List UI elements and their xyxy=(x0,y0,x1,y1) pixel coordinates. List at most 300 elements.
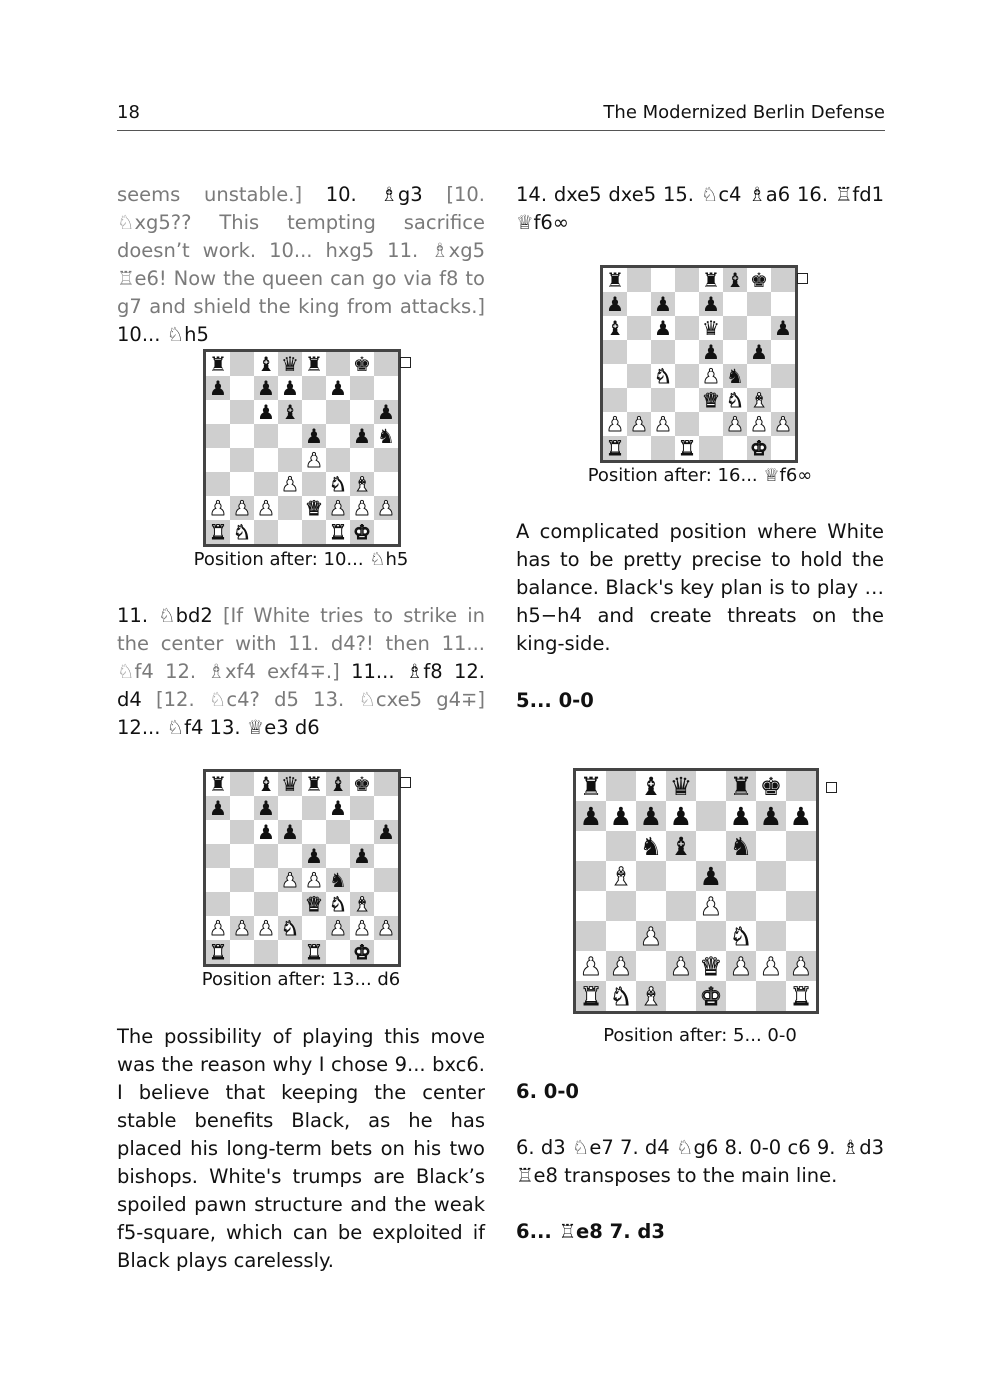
board-square xyxy=(723,412,747,436)
black-king-icon: ♚ xyxy=(353,352,371,376)
board-square xyxy=(606,831,636,861)
black-rook-icon: ♜ xyxy=(702,268,720,292)
board-square xyxy=(636,921,666,951)
white-pawn-icon: ♟ xyxy=(377,496,395,520)
board-square xyxy=(302,868,326,892)
black-rook-icon: ♜ xyxy=(729,771,753,801)
board-square xyxy=(699,412,723,436)
black-pawn-icon: ♟ xyxy=(377,400,395,424)
board-square xyxy=(326,376,350,400)
board-square xyxy=(254,796,278,820)
black-pawn-icon: ♟ xyxy=(257,400,275,424)
board-square xyxy=(606,801,636,831)
black-pawn-icon: ♟ xyxy=(729,801,753,831)
board-square xyxy=(278,520,302,544)
board-square xyxy=(576,951,606,981)
black-pawn-icon: ♟ xyxy=(750,340,768,364)
board-square xyxy=(696,771,726,801)
board-square xyxy=(350,892,374,916)
white-pawn-icon: ♟ xyxy=(606,412,624,436)
board-square xyxy=(786,771,816,801)
board-square xyxy=(603,412,627,436)
board-square xyxy=(603,316,627,340)
board-square xyxy=(230,844,254,868)
diagram-caption-3: Position after: 16... ♕f6∞ xyxy=(587,465,813,486)
board-square xyxy=(350,844,374,868)
board-square xyxy=(726,891,756,921)
board-square xyxy=(350,820,374,844)
board-square xyxy=(675,388,699,412)
board-square xyxy=(302,496,326,520)
board-square xyxy=(606,921,636,951)
page-header xyxy=(117,98,885,131)
white-pawn-icon: ♟ xyxy=(257,916,275,940)
board-square xyxy=(726,801,756,831)
board-square xyxy=(326,400,350,424)
board-square xyxy=(302,796,326,820)
board-square xyxy=(627,268,651,292)
board-square xyxy=(726,831,756,861)
board-square xyxy=(636,951,666,981)
board-square xyxy=(254,352,278,376)
black-pawn-icon: ♟ xyxy=(702,340,720,364)
board-square xyxy=(723,364,747,388)
board-square xyxy=(606,951,636,981)
black-pawn-icon: ♟ xyxy=(209,376,227,400)
white-rook-icon: ♜ xyxy=(329,520,347,544)
board-square xyxy=(771,340,795,364)
white-pawn-icon: ♟ xyxy=(699,891,723,921)
white-bishop-icon: ♝ xyxy=(750,388,768,412)
board-square xyxy=(675,340,699,364)
board-square xyxy=(374,424,398,448)
board-after-10-nh5 xyxy=(203,349,401,547)
left-paragraph-3: The possibility of playing this move was the reason why I chose 9... bxc6. I believe that keeping the center stable benefits Black, as he has placed his long-term bets on his two bishops. White's trumps are Black’s spoiled pawn structure and the weak f5-square, which can be exploited if Black plays carelessly. xyxy=(117,1025,485,1272)
board-square xyxy=(230,448,254,472)
white-pawn-icon: ♟ xyxy=(669,951,693,981)
black-queen-icon: ♛ xyxy=(281,772,299,796)
board-square xyxy=(374,940,398,964)
board-square xyxy=(771,268,795,292)
board-square xyxy=(747,268,771,292)
board-square xyxy=(206,520,230,544)
board-square xyxy=(230,496,254,520)
board-square xyxy=(666,951,696,981)
board-square xyxy=(636,831,666,861)
black-pawn-icon: ♟ xyxy=(281,376,299,400)
board-square xyxy=(675,292,699,316)
board-square xyxy=(302,400,326,424)
white-pawn-icon: ♟ xyxy=(305,448,323,472)
black-knight-icon: ♞ xyxy=(726,364,744,388)
white-pawn-icon: ♟ xyxy=(750,412,768,436)
board-square xyxy=(254,940,278,964)
board-square xyxy=(726,921,756,951)
board-square xyxy=(666,771,696,801)
board-square xyxy=(627,412,651,436)
board-square xyxy=(756,981,786,1011)
board-square xyxy=(302,472,326,496)
board-square xyxy=(696,921,726,951)
white-rook-icon: ♜ xyxy=(209,520,227,544)
left-paragraph-1: seems unstable.] 10. ♗g3 [10. ♘xg5?? This tempting sacrifice doesn’t work. 10... hxg5 11. ♗xg5 ♖e6! Now the queen can go via f8 to g7 and shield the king from attacks.] 10... ♘h5 xyxy=(117,183,486,346)
board-square xyxy=(771,436,795,460)
black-bishop-icon: ♝ xyxy=(639,771,663,801)
board-square xyxy=(206,472,230,496)
board-square xyxy=(302,940,326,964)
diagram-caption-4: Position after: 5... 0-0 xyxy=(603,1025,797,1046)
black-bishop-icon: ♝ xyxy=(281,400,299,424)
white-pawn-icon: ♟ xyxy=(654,412,672,436)
board-square xyxy=(350,772,374,796)
board-square xyxy=(254,448,278,472)
board-square xyxy=(651,364,675,388)
board-square xyxy=(675,268,699,292)
board-square xyxy=(699,340,723,364)
black-pawn-icon: ♟ xyxy=(305,844,323,868)
board-square xyxy=(651,292,675,316)
board-square xyxy=(603,292,627,316)
white-bishop-icon: ♝ xyxy=(353,892,371,916)
black-bishop-icon: ♝ xyxy=(257,772,275,796)
board-square xyxy=(771,316,795,340)
board-square xyxy=(206,940,230,964)
board-square xyxy=(278,868,302,892)
board-square xyxy=(723,268,747,292)
board-square xyxy=(576,831,606,861)
white-knight-icon: ♞ xyxy=(281,916,299,940)
black-bishop-icon: ♝ xyxy=(329,772,347,796)
black-rook-icon: ♜ xyxy=(305,352,323,376)
board-square xyxy=(756,801,786,831)
board-square xyxy=(756,771,786,801)
white-pawn-icon: ♟ xyxy=(281,472,299,496)
board-square xyxy=(636,771,666,801)
board-square xyxy=(230,520,254,544)
board-square xyxy=(771,364,795,388)
black-queen-icon: ♛ xyxy=(281,352,299,376)
board-square xyxy=(723,292,747,316)
board-square xyxy=(651,268,675,292)
board-square xyxy=(302,448,326,472)
board-square xyxy=(278,772,302,796)
board-square xyxy=(699,436,723,460)
board-square xyxy=(302,844,326,868)
black-pawn-icon: ♟ xyxy=(281,820,299,844)
board-square xyxy=(696,981,726,1011)
board-square xyxy=(302,820,326,844)
white-knight-icon: ♞ xyxy=(329,472,347,496)
board-square xyxy=(278,496,302,520)
white-queen-icon: ♛ xyxy=(699,951,723,981)
board-square xyxy=(230,376,254,400)
board-square xyxy=(350,448,374,472)
board-square xyxy=(350,940,374,964)
board-square xyxy=(666,981,696,1011)
board-square xyxy=(696,831,726,861)
diagram-caption-2: Position after: 13... d6 xyxy=(201,969,401,990)
board-square xyxy=(302,352,326,376)
black-pawn-icon: ♟ xyxy=(377,820,395,844)
black-pawn-icon: ♟ xyxy=(329,796,347,820)
black-rook-icon: ♜ xyxy=(579,771,603,801)
board-square xyxy=(747,388,771,412)
board-square xyxy=(278,820,302,844)
board-square xyxy=(326,472,350,496)
board-square xyxy=(756,831,786,861)
black-pawn-icon: ♟ xyxy=(789,801,813,831)
board-square xyxy=(302,424,326,448)
black-rook-icon: ♜ xyxy=(209,772,227,796)
board-square xyxy=(786,831,816,861)
board-square xyxy=(374,916,398,940)
black-queen-icon: ♛ xyxy=(669,771,693,801)
board-square xyxy=(675,436,699,460)
board-square xyxy=(278,400,302,424)
black-pawn-icon: ♟ xyxy=(353,424,371,448)
board-square xyxy=(723,436,747,460)
white-pawn-icon: ♟ xyxy=(257,496,275,520)
board-after-13-d6 xyxy=(203,769,401,967)
board-square xyxy=(326,868,350,892)
board-square xyxy=(278,448,302,472)
white-pawn-icon: ♟ xyxy=(233,496,251,520)
board-square xyxy=(675,412,699,436)
white-pawn-icon: ♟ xyxy=(759,951,783,981)
board-square xyxy=(374,796,398,820)
white-king-icon: ♚ xyxy=(750,436,768,460)
board-square xyxy=(254,868,278,892)
board-square xyxy=(302,916,326,940)
diagram-caption-1: Position after: 10... ♘h5 xyxy=(193,549,409,570)
board-square xyxy=(374,376,398,400)
black-pawn-icon: ♟ xyxy=(257,376,275,400)
board-square xyxy=(603,436,627,460)
board-square xyxy=(254,844,278,868)
board-square xyxy=(230,820,254,844)
side-to-move-icon xyxy=(826,782,837,793)
board-square xyxy=(627,316,651,340)
board-square xyxy=(206,796,230,820)
white-pawn-icon: ♟ xyxy=(377,916,395,940)
side-to-move-icon xyxy=(400,357,411,368)
board-square xyxy=(254,820,278,844)
white-pawn-icon: ♟ xyxy=(729,951,753,981)
board-square xyxy=(723,388,747,412)
board-square xyxy=(603,340,627,364)
white-queen-icon: ♛ xyxy=(305,496,323,520)
board-square xyxy=(326,892,350,916)
board-square xyxy=(374,472,398,496)
black-pawn-icon: ♟ xyxy=(353,844,371,868)
board-square xyxy=(606,981,636,1011)
board-square xyxy=(326,796,350,820)
board-square xyxy=(696,801,726,831)
board-square xyxy=(576,801,606,831)
black-king-icon: ♚ xyxy=(353,772,371,796)
board-square xyxy=(786,981,816,1011)
white-king-icon: ♚ xyxy=(353,520,371,544)
board-square xyxy=(747,340,771,364)
board-square xyxy=(786,951,816,981)
black-rook-icon: ♜ xyxy=(305,772,323,796)
black-knight-icon: ♞ xyxy=(639,831,663,861)
board-square xyxy=(723,316,747,340)
board-square xyxy=(350,868,374,892)
board-square xyxy=(302,520,326,544)
board-square xyxy=(699,388,723,412)
board-square xyxy=(726,981,756,1011)
board-square xyxy=(326,424,350,448)
white-queen-icon: ♛ xyxy=(702,388,720,412)
white-rook-icon: ♜ xyxy=(305,940,323,964)
board-square xyxy=(254,520,278,544)
black-pawn-icon: ♟ xyxy=(609,801,633,831)
board-square xyxy=(771,388,795,412)
board-square xyxy=(278,472,302,496)
board-square xyxy=(278,424,302,448)
board-square xyxy=(326,520,350,544)
board-square xyxy=(206,844,230,868)
black-bishop-icon: ♝ xyxy=(606,316,624,340)
move-heading-1: 5... 0-0 xyxy=(516,689,594,712)
board-square xyxy=(230,352,254,376)
board-square xyxy=(326,940,350,964)
board-square xyxy=(230,892,254,916)
board-square xyxy=(278,352,302,376)
board-square xyxy=(230,796,254,820)
board-square xyxy=(747,292,771,316)
board-square xyxy=(206,424,230,448)
board-square xyxy=(254,400,278,424)
board-square xyxy=(675,364,699,388)
board-square xyxy=(666,861,696,891)
board-square xyxy=(651,412,675,436)
board-square xyxy=(786,891,816,921)
board-square xyxy=(230,772,254,796)
move-heading-3: 6... ♖e8 7. d3 xyxy=(516,1220,665,1243)
board-square xyxy=(603,364,627,388)
board-square xyxy=(627,340,651,364)
board-after-16-qf6 xyxy=(600,265,798,463)
board-square xyxy=(350,424,374,448)
white-pawn-icon: ♟ xyxy=(209,916,227,940)
black-knight-icon: ♞ xyxy=(329,868,347,892)
board-square xyxy=(675,316,699,340)
board-square xyxy=(326,772,350,796)
move-heading-2: 6. 0-0 xyxy=(516,1080,579,1103)
board-square xyxy=(756,951,786,981)
board-square xyxy=(786,801,816,831)
white-pawn-icon: ♟ xyxy=(305,868,323,892)
white-pawn-icon: ♟ xyxy=(353,916,371,940)
white-bishop-icon: ♝ xyxy=(609,861,633,891)
side-to-move-icon xyxy=(400,777,411,788)
white-king-icon: ♚ xyxy=(699,981,723,1011)
board-square xyxy=(374,400,398,424)
right-paragraph-1: 14. dxe5 dxe5 15. ♘c4 ♗a6 16. ♖fd1 ♕f6∞ xyxy=(516,183,884,234)
board-square xyxy=(326,496,350,520)
board-square xyxy=(350,400,374,424)
white-pawn-icon: ♟ xyxy=(329,496,347,520)
board-square xyxy=(771,412,795,436)
board-square xyxy=(254,376,278,400)
board-square xyxy=(699,292,723,316)
black-pawn-icon: ♟ xyxy=(639,801,663,831)
board-square xyxy=(627,388,651,412)
black-pawn-icon: ♟ xyxy=(579,801,603,831)
board-square xyxy=(747,436,771,460)
black-pawn-icon: ♟ xyxy=(669,801,693,831)
black-pawn-icon: ♟ xyxy=(305,424,323,448)
board-square xyxy=(696,951,726,981)
board-square xyxy=(350,520,374,544)
black-bishop-icon: ♝ xyxy=(669,831,693,861)
board-square xyxy=(747,412,771,436)
board-square xyxy=(206,892,230,916)
board-square xyxy=(651,436,675,460)
black-bishop-icon: ♝ xyxy=(726,268,744,292)
board-square xyxy=(254,472,278,496)
board-square xyxy=(278,892,302,916)
board-square xyxy=(230,472,254,496)
board-square xyxy=(206,496,230,520)
board-square xyxy=(696,861,726,891)
board-square xyxy=(696,891,726,921)
board-square xyxy=(374,772,398,796)
board-square xyxy=(206,820,230,844)
white-bishop-icon: ♝ xyxy=(639,981,663,1011)
black-knight-icon: ♞ xyxy=(377,424,395,448)
white-rook-icon: ♜ xyxy=(789,981,813,1011)
board-square xyxy=(350,376,374,400)
white-knight-icon: ♞ xyxy=(329,892,347,916)
left-paragraph-2: 11. ♘bd2 [If White tries to strike in the center with 11. d4?! then 11... ♘f4 12. ♗xf4 exf4∓.] 11... ♗f8 12. d4 [12. ♘c4? d5 13. ♘cxe5 g4∓] 12... ♘f4 13. ♕e3 d6 xyxy=(117,604,485,739)
board-square xyxy=(374,352,398,376)
running-title: The Modernized Berlin Defense xyxy=(603,102,885,123)
board-square xyxy=(350,916,374,940)
board-square xyxy=(206,868,230,892)
board-square xyxy=(699,364,723,388)
board-square xyxy=(254,496,278,520)
white-pawn-icon: ♟ xyxy=(774,412,792,436)
board-square xyxy=(230,424,254,448)
board-square xyxy=(726,861,756,891)
black-pawn-icon: ♟ xyxy=(759,801,783,831)
black-pawn-icon: ♟ xyxy=(329,376,347,400)
white-pawn-icon: ♟ xyxy=(702,364,720,388)
board-square xyxy=(302,892,326,916)
white-rook-icon: ♜ xyxy=(606,436,624,460)
board-square xyxy=(576,891,606,921)
white-pawn-icon: ♟ xyxy=(209,496,227,520)
board-square xyxy=(326,844,350,868)
black-pawn-icon: ♟ xyxy=(774,316,792,340)
board-square xyxy=(666,831,696,861)
board-square xyxy=(350,796,374,820)
board-square xyxy=(627,436,651,460)
board-square xyxy=(666,891,696,921)
board-square xyxy=(636,801,666,831)
white-king-icon: ♚ xyxy=(353,940,371,964)
black-pawn-icon: ♟ xyxy=(606,292,624,316)
white-rook-icon: ♜ xyxy=(579,981,603,1011)
black-pawn-icon: ♟ xyxy=(654,292,672,316)
white-pawn-icon: ♟ xyxy=(639,921,663,951)
board-square xyxy=(603,268,627,292)
board-square xyxy=(206,376,230,400)
black-king-icon: ♚ xyxy=(750,268,768,292)
